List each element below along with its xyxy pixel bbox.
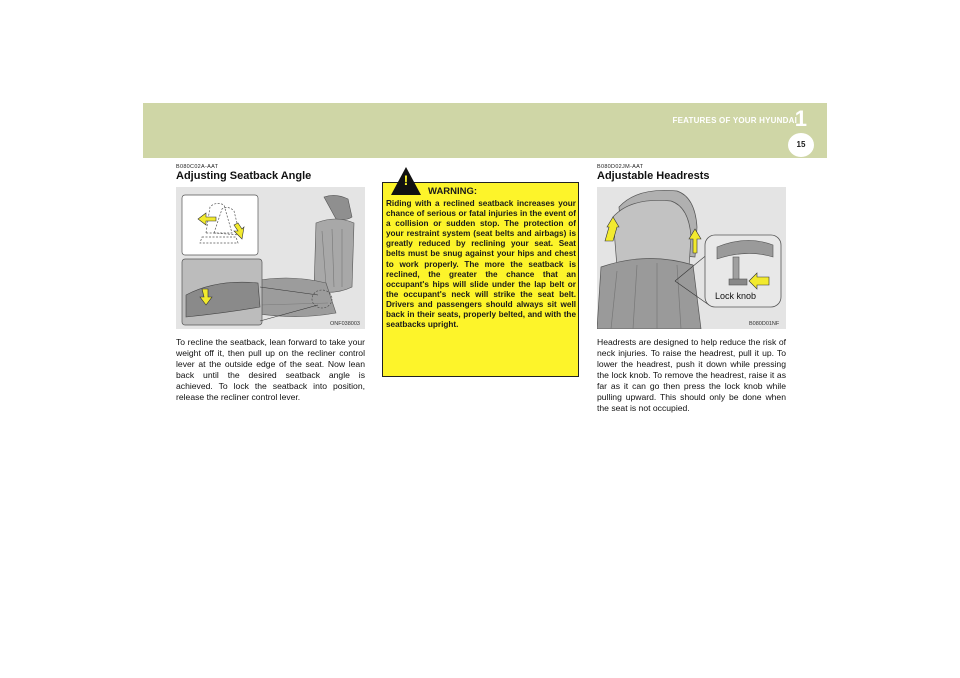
body-headrests: Headrests are designed to help reduce the risk of neck injuries. To raise the headrest, pull it up. To lower the headrest, push it down while pressing the lock knob. To remove the headrest, raise it as far as it can go then press the lock knob while pulling upward. This should only be done when the seat is not occupied. bbox=[597, 337, 786, 413]
lock-knob-label: Lock knob bbox=[715, 291, 757, 301]
section-code-headrests: B080D02JM-AAT bbox=[597, 164, 644, 170]
seat-recline-illustration bbox=[176, 187, 365, 329]
section-code-seatback: B080C02A-AAT bbox=[176, 164, 219, 170]
body-seatback: To recline the seatback, lean forward to take your weight off it, then pull up on the recliner control lever at the outside edge of the seat. Now lean back until the desired seatback angle is achieved. To lock the seatback into position, release the recliner control lever. bbox=[176, 337, 365, 402]
warning-exclamation: ! bbox=[403, 172, 409, 188]
figure-id-left: ONF038003 bbox=[330, 321, 360, 327]
headrest-illustration bbox=[597, 187, 786, 329]
chapter-number: 1 bbox=[794, 106, 807, 131]
chapter-title: FEATURES OF YOUR HYUNDAI bbox=[672, 116, 797, 125]
warning-text: Riding with a reclined seatback increases your chance of serious or fatal injuries in the event of a collision or sudden stop. The protection of your restraint system (seat belts and airbags) is greatly reduced by reclining your seat. Seat belts must be snug against your hips and chest to work properly. The more the seatback is reclined, the greater the chance that an occupant's hips will slide under the lap belt or the occupant's neck will strike the seat belt. Drivers and passengers should always sit well back in their seats, properly belted, and with the seatbacks upright. bbox=[386, 199, 576, 330]
chapter-banner bbox=[143, 103, 827, 158]
warning-title: WARNING: bbox=[428, 186, 478, 197]
seatback-figure bbox=[176, 187, 365, 329]
heading-adjustable-headrests: Adjustable Headrests bbox=[597, 170, 710, 182]
figure-id-right: B080D01NF bbox=[749, 321, 780, 327]
headrest-figure bbox=[597, 187, 786, 329]
heading-seatback-angle: Adjusting Seatback Angle bbox=[176, 170, 312, 182]
page-number: 15 bbox=[796, 140, 806, 149]
